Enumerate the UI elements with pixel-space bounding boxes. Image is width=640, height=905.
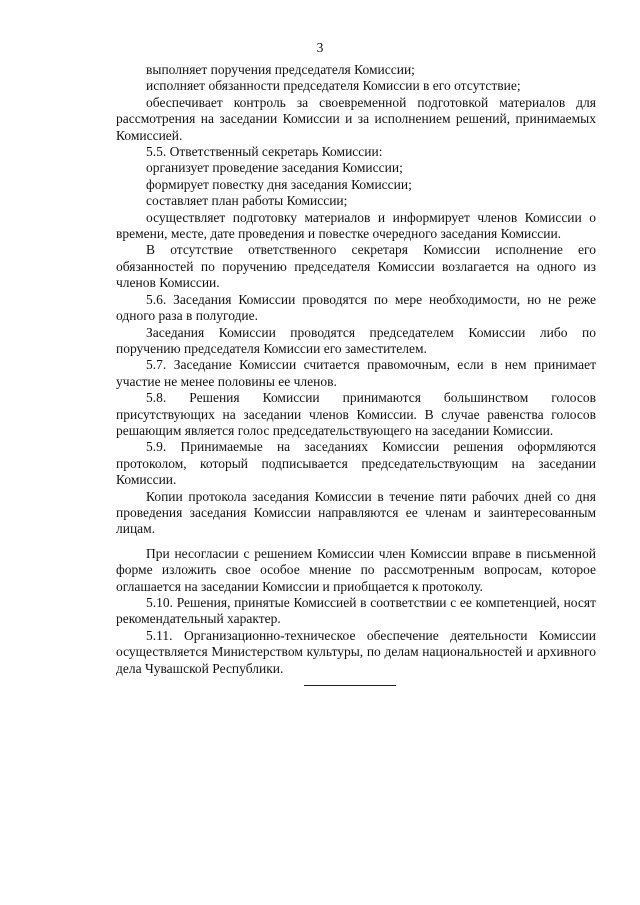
paragraph: исполняет обязанности председателя Комиссии в его отсутствие; — [146, 78, 521, 94]
paragraph: организует проведение заседания Комиссии; — [146, 160, 403, 176]
document-body — [116, 62, 596, 677]
section-heading-5-5: 5.5. Ответственный секретарь Комиссии: — [146, 144, 383, 160]
section-5-9: 5.9. Принимаемые на заседаниях Комиссии решения оформляются протоколом, который подписывается председательствующим на заседании Комиссии. — [116, 439, 596, 488]
paragraph: формирует повестку дня заседания Комиссии; — [146, 176, 412, 192]
paragraph: обеспечивает контроль за своевременной подготовкой материалов для рассмотрения на заседании Комиссии и за исполнением решений, принимаемых Комиссией. — [116, 94, 596, 143]
section-5-6: 5.6. Заседания Комиссии проводятся по мере необходимости, но не реже одного раза в полугодие. — [116, 291, 596, 324]
closing-separator-line — [304, 685, 396, 686]
paragraph: Заседания Комиссии проводятся председателем Комиссии либо по поручению председателя Комиссии его заместителем. — [116, 324, 596, 356]
section-5-8: 5.8. Решения Комиссии принимаются большинством голосов присутствующих на заседании членов Комиссии. В случае равенства голосов решающим является голос председательствующего на заседании Комиссии. — [116, 390, 596, 438]
page-number: 3 — [316, 40, 324, 55]
section-5-7: 5.7. Заседание Комиссии считается правомочным, если в нем принимает участие не менее половины ее членов. — [116, 357, 596, 389]
paragraph: выполняет поручения председателя Комиссии; — [146, 62, 415, 77]
paragraph: При несогласии с решением Комиссии член Комиссии вправе в письменной форме изложить свое особое мнение по рассмотренным вопросам, которое оглашается на заседании Комиссии и приобщается к протоколу. — [116, 545, 596, 594]
section-5-11: 5.11. Организационно-техническое обеспечение деятельности Комиссии осуществляется Министерством культуры, по делам национальностей и архивного дела Чувашской Республики. — [116, 627, 596, 676]
section-5-10: 5.10. Решения, принятые Комиссией в соответствии с ее компетенцией, носят рекомендательный характер. — [116, 595, 596, 627]
paragraph: Копии протокола заседания Комиссии в течение пяти рабочих дней со дня проведения заседания Комиссии направляются ее членам и заинтересованным лицам. — [116, 488, 596, 537]
paragraph: В отсутствие ответственного секретаря Комиссии исполнение его обязанностей по поручению председателя Комиссии возлагается на одного из членов Комиссии. — [116, 242, 596, 291]
paragraph: составляет план работы Комиссии; — [146, 193, 348, 209]
paragraph: осуществляет подготовку материалов и информирует членов Комиссии о времени, месте, дате проведения и повестке очередного заседания Комиссии. — [116, 209, 596, 242]
